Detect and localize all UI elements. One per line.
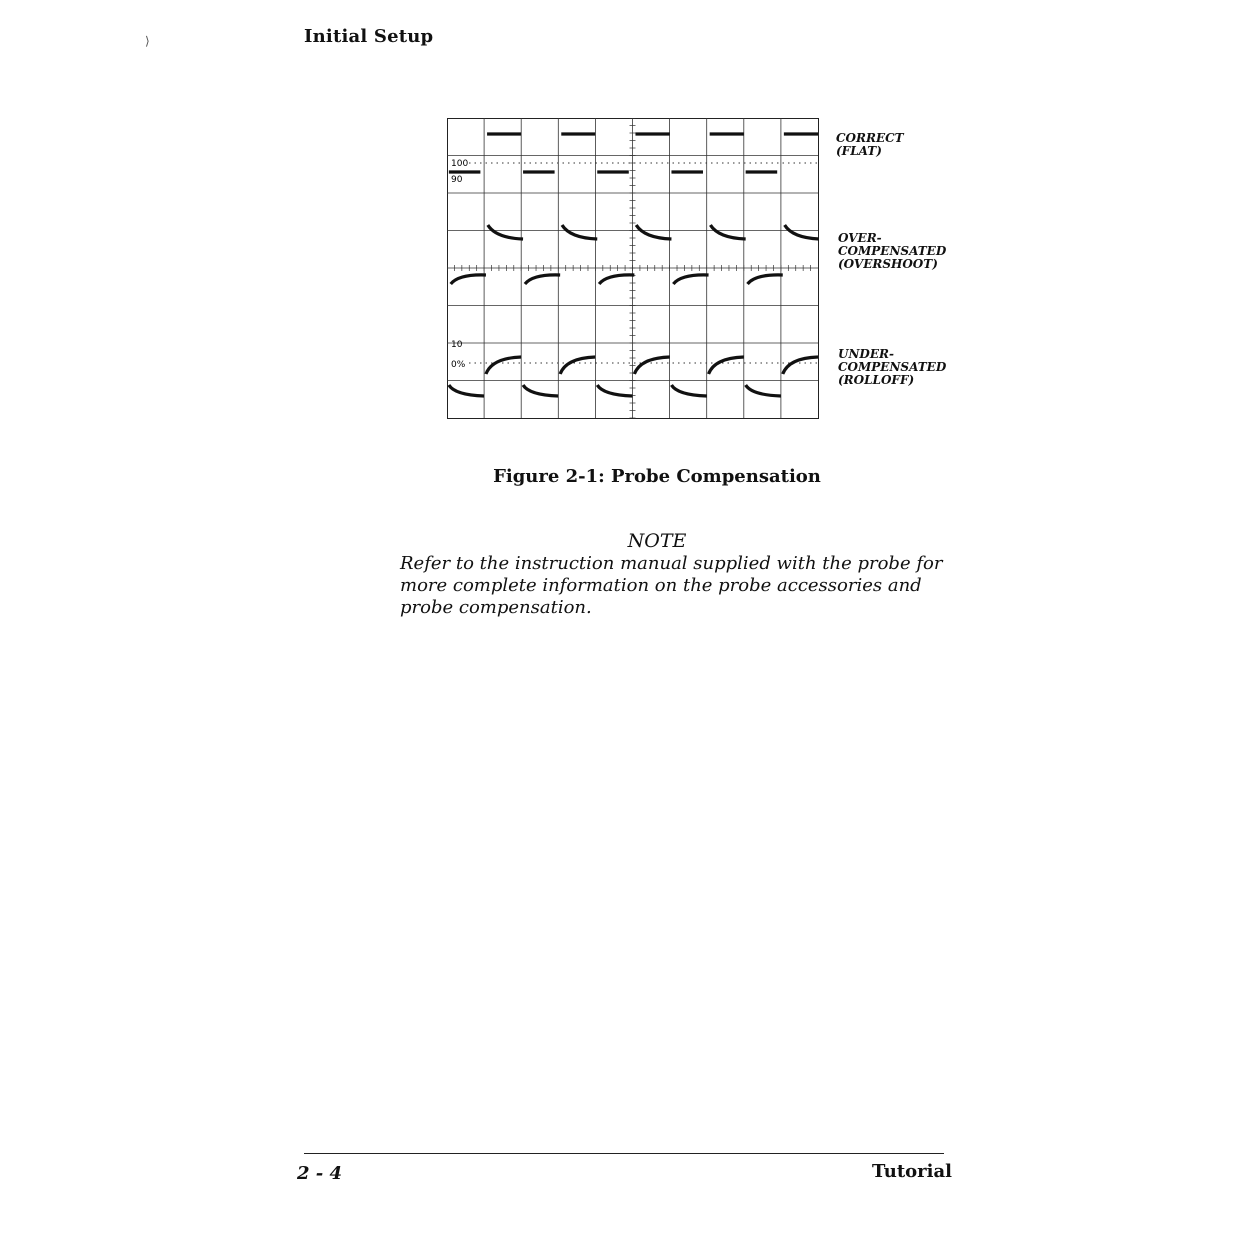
- overshoot-low-segment: [673, 275, 708, 284]
- label-line: (OVERSHOOT): [838, 257, 938, 271]
- note-heading: NOTE: [627, 530, 687, 552]
- footer-rule: [304, 1153, 944, 1154]
- note-line: more complete information on the probe accessories and: [400, 575, 922, 596]
- rolloff-high-segment: [486, 357, 521, 374]
- page-header-title: Initial Setup: [304, 26, 434, 47]
- note-line: Refer to the instruction manual supplied with the probe for: [400, 553, 943, 574]
- graticule-label-10: 10: [451, 340, 463, 350]
- rolloff-low-segment: [449, 385, 484, 396]
- overshoot-high-segment: [636, 225, 671, 239]
- label-line: UNDER-: [838, 347, 894, 361]
- overshoot-low-segment: [525, 275, 560, 284]
- waveform-label-overcompensated: [838, 232, 946, 271]
- label-line: OVER-: [838, 231, 882, 245]
- rolloff-high-segment: [709, 357, 744, 374]
- note-body: [400, 553, 943, 619]
- waveform-label-correct: [836, 132, 904, 158]
- rolloff-high-segment: [783, 357, 818, 374]
- graticule-grid: [447, 118, 819, 419]
- overshoot-low-segment: [748, 275, 783, 284]
- graticule-label-100: 100: [451, 159, 469, 169]
- graticule-labels: [451, 159, 468, 370]
- overshoot-high-segment: [488, 225, 523, 239]
- label-line: (FLAT): [836, 144, 882, 158]
- waveform-label-undercompensated: [838, 348, 946, 387]
- oscilloscope-graticule-figure: [447, 118, 819, 420]
- label-line: COMPENSATED: [838, 244, 947, 258]
- graticule-label-0: 0%: [451, 360, 466, 370]
- rolloff-low-segment: [523, 385, 558, 396]
- rolloff-high-segment: [560, 357, 595, 374]
- waveform-traces: [449, 134, 819, 396]
- rolloff-low-segment: [671, 385, 706, 396]
- overshoot-high-segment: [710, 225, 745, 239]
- figure-caption: Figure 2-1: Probe Compensation: [493, 466, 821, 487]
- overshoot-low-segment: [599, 275, 634, 284]
- note-line: probe compensation.: [400, 597, 592, 618]
- label-line: COMPENSATED: [838, 360, 947, 374]
- rolloff-low-segment: [597, 385, 632, 396]
- footer-section-title: Tutorial: [872, 1161, 952, 1182]
- overshoot-high-segment: [562, 225, 597, 239]
- label-line: CORRECT: [836, 131, 904, 145]
- overshoot-low-segment: [451, 275, 486, 284]
- rolloff-low-segment: [746, 385, 781, 396]
- footer-page-number: 2 - 4: [297, 1163, 343, 1184]
- graticule-label-90: 90: [451, 175, 463, 185]
- overshoot-high-segment: [785, 225, 819, 239]
- rolloff-high-segment: [634, 357, 669, 374]
- label-line: (ROLLOFF): [838, 373, 915, 387]
- stray-mark: ⟩: [145, 34, 150, 48]
